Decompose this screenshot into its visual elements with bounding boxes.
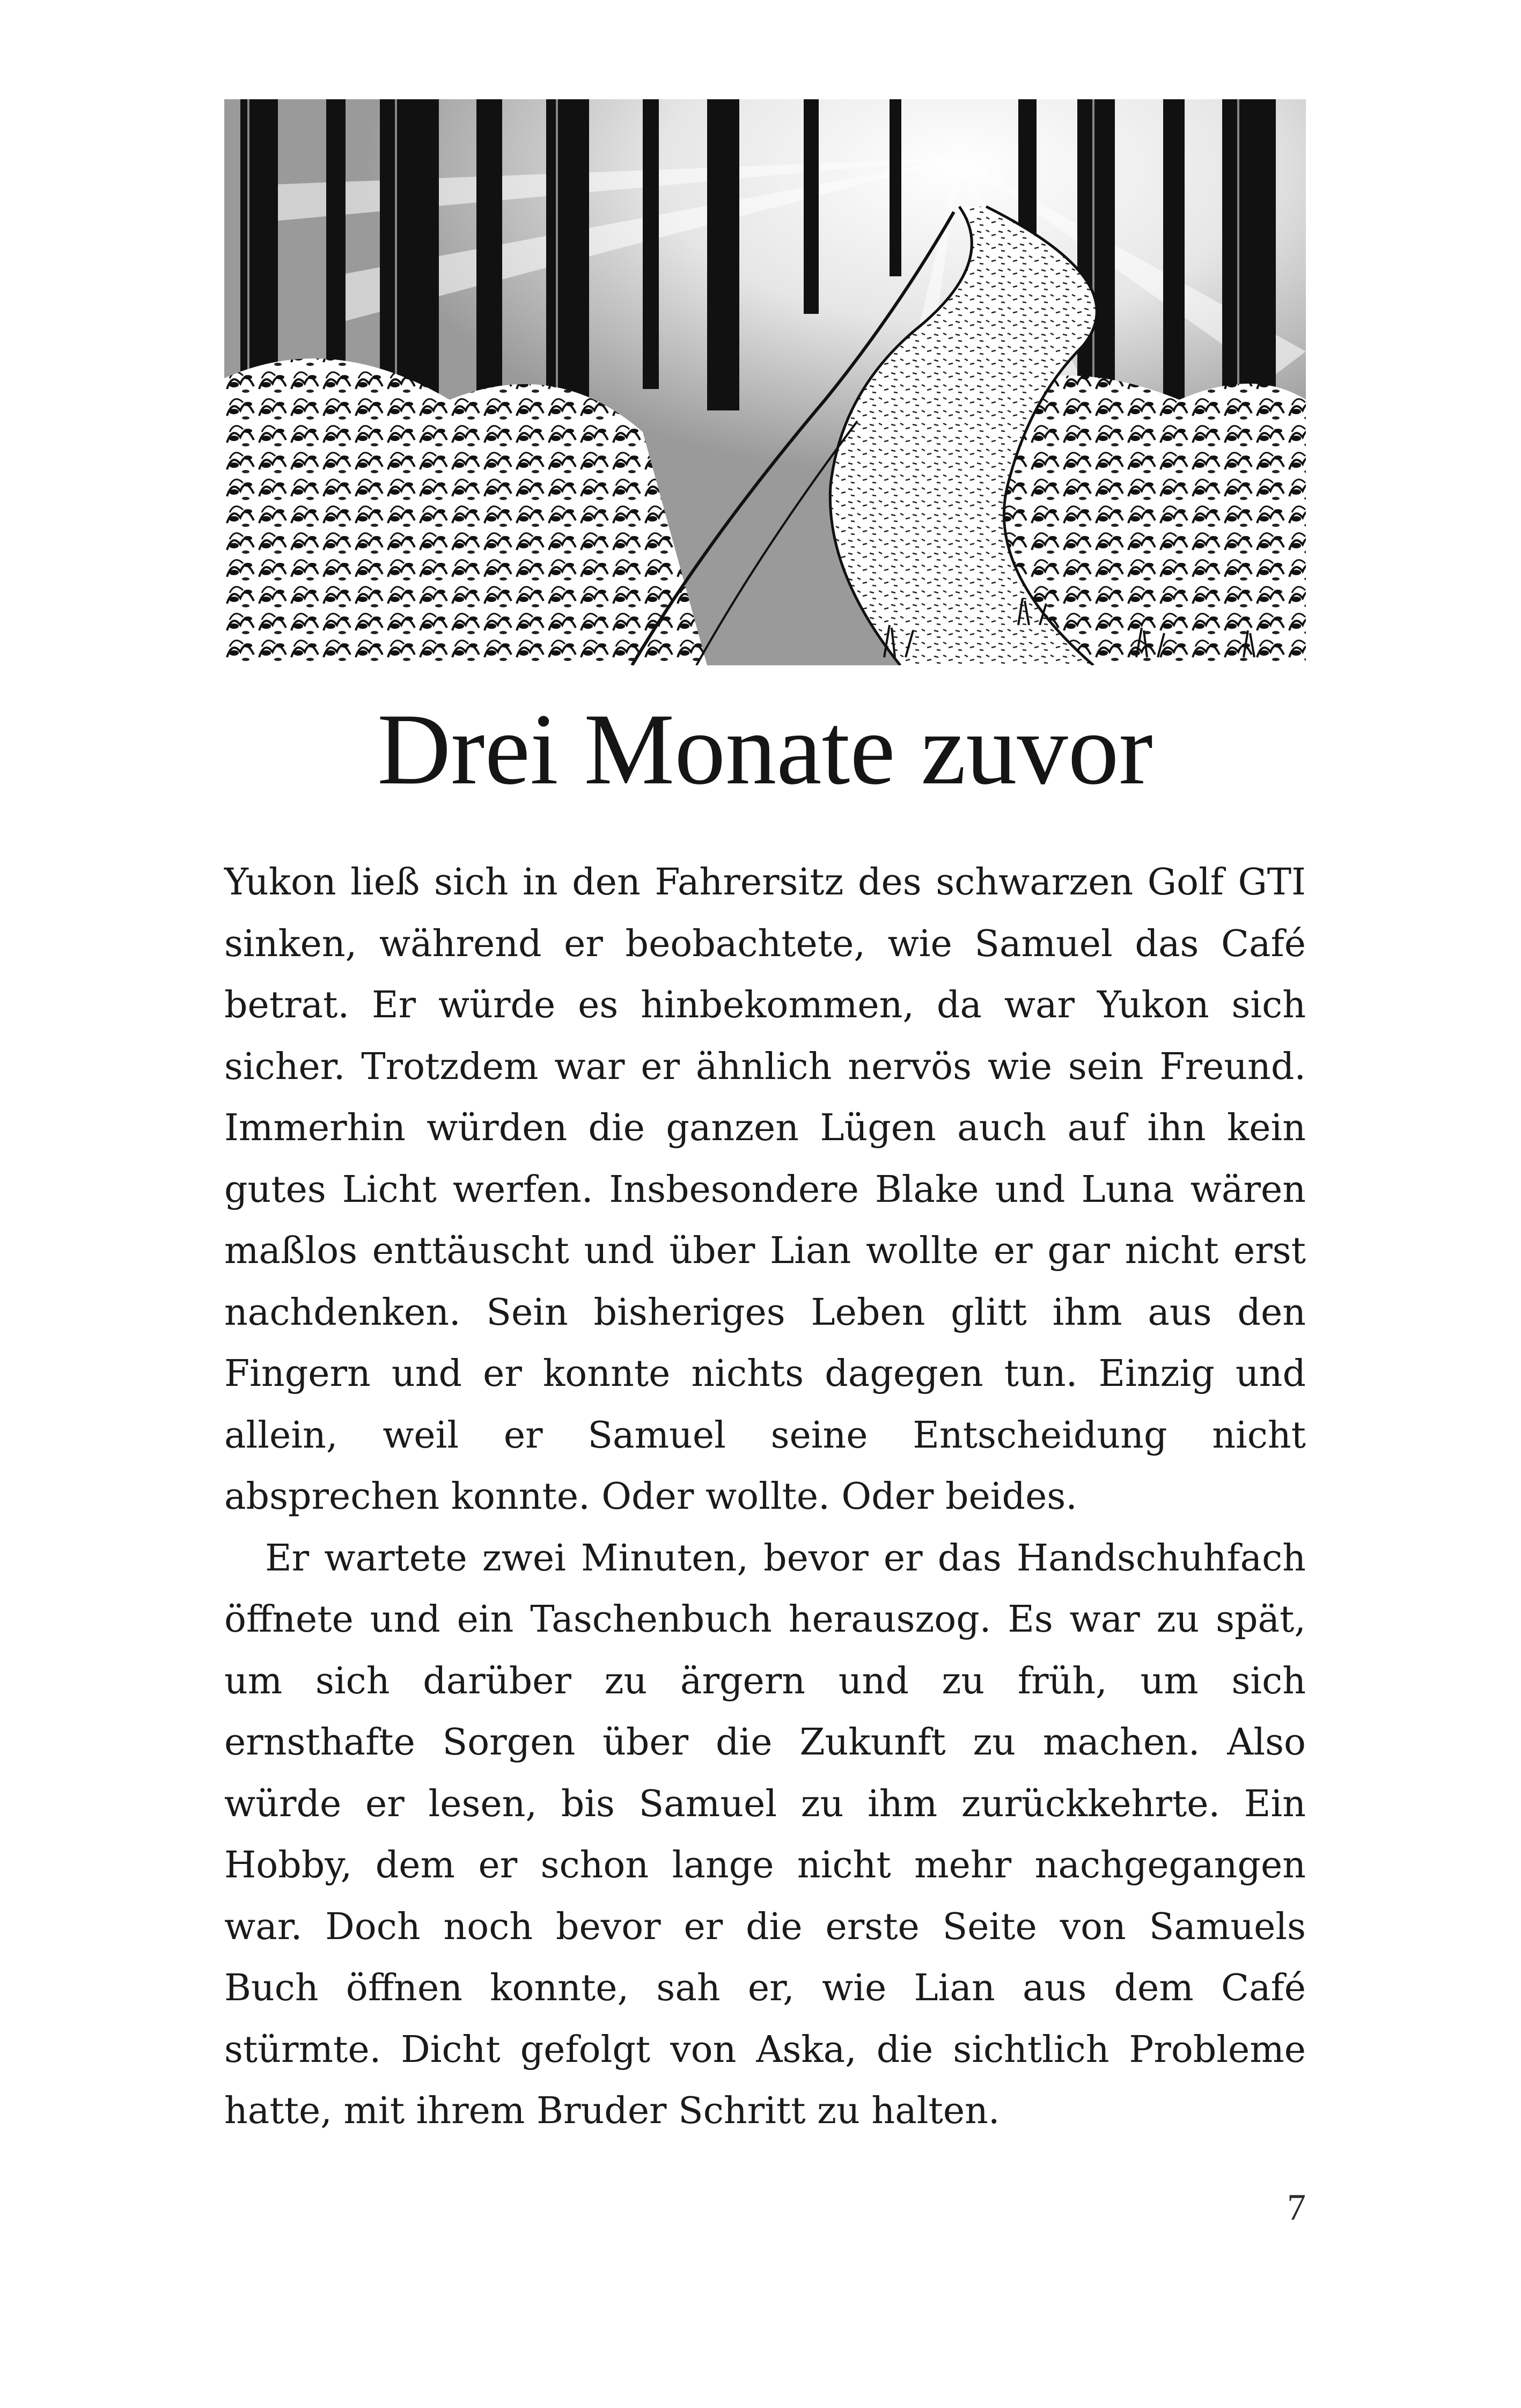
paragraph: Er wartete zwei Minuten, bevor er das Handschuhfach öffnete und ein Taschenbuch herauszog. Es war zu spät, um sich darüber zu ärgern und zu früh, um sich ernsthafte Sorgen über die Zukunft zu machen. Also würde er lesen, bis Samuel zu ihm zurückkehrte. Ein Hobby, dem er schon lange nicht mehr nachgegangen war. Doch noch bevor er die erste Seite von Samuels Buch öffnen konnte, sah er, wie Lian aus dem Café stürmte. Dicht gefolgt von Aska, die sichtlich Probleme hatte, mit ihrem Bruder Schritt zu halten. [224, 1537, 1306, 2132]
page-number: 7 [1287, 2187, 1306, 2228]
paragraph: Yukon ließ sich in den Fahrersitz des schwarzen Golf GTI sinken, während er beobachtete, wie Samuel das Café betrat. Er würde es hinbekommen, da war Yukon sich sicher. Trotzdem war er ähnlich nervös wie sein Freund. Immerhin würden die ganzen Lügen auch auf ihn kein gutes Licht werfen. Insbesondere Blake und Luna wären maßlos enttäuscht und über Lian wollte er gar nicht erst nachdenken. Sein bisheriges Leben glitt ihm aus den Fingern und er konnte nichts dagegen tun. Einzig und allein, weil er Samuel seine Entscheidung nicht absprechen konnte. Oder wollte. Oder beides. [224, 861, 1306, 1518]
chapter-body [224, 852, 1306, 2142]
forest-path-illustration [224, 99, 1306, 665]
forest-path-icon [224, 99, 1306, 665]
chapter-title: Drei Monate zuvor [377, 693, 1153, 806]
